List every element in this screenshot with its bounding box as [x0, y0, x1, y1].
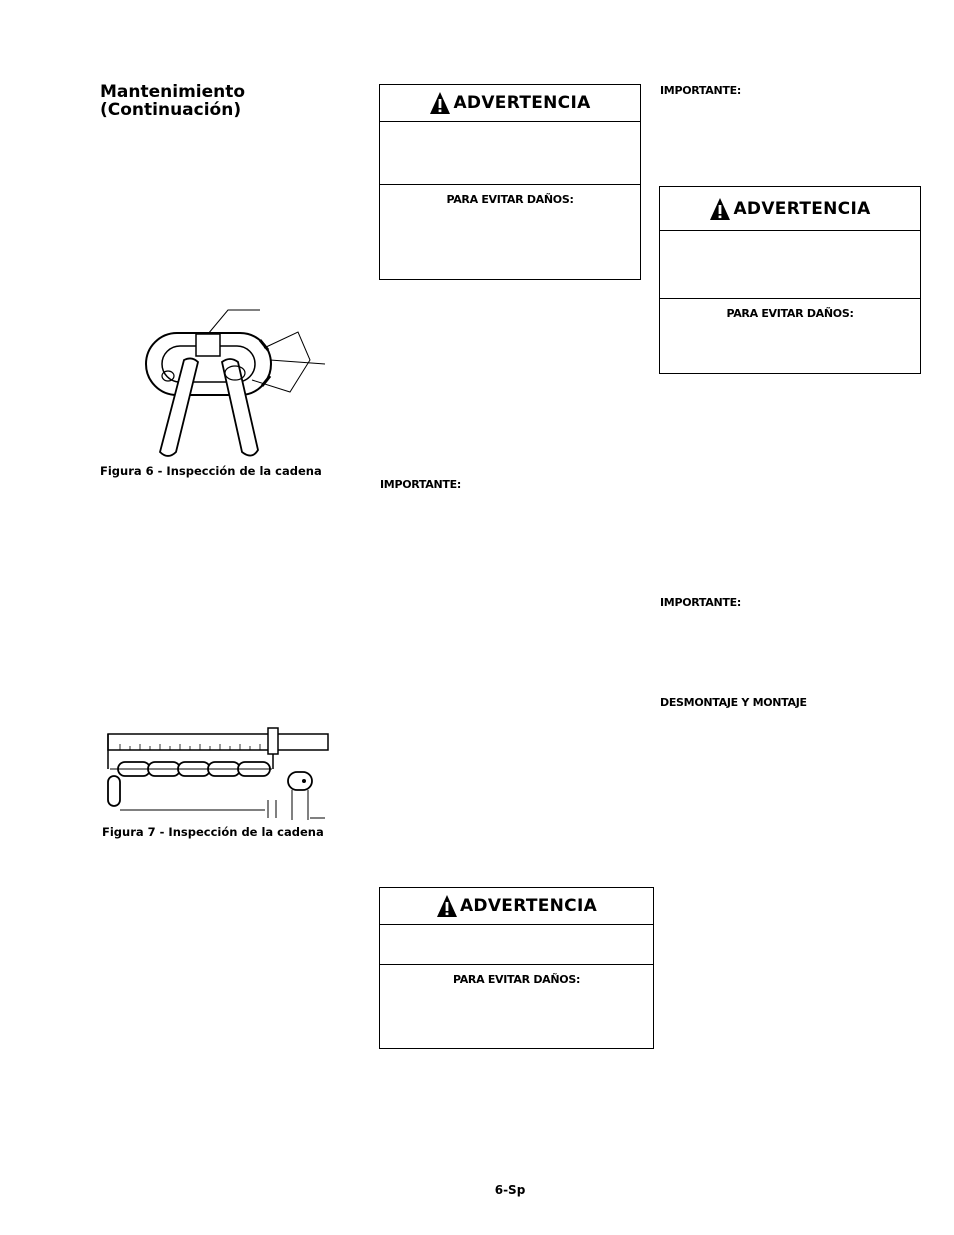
warning-avoid-area — [660, 299, 920, 321]
section-title — [100, 83, 245, 119]
figure-6-caption: Figura 6 - Inspección de la cadena — [100, 464, 322, 478]
warning-subheading: PARA EVITAR DAÑOS: — [452, 973, 581, 986]
warning-subheading: PARA EVITAR DAÑOS: — [726, 307, 854, 320]
warning-box-1 — [379, 84, 641, 280]
warning-box-2 — [659, 186, 921, 374]
warning-hazard-area — [660, 231, 920, 299]
importante-label-col2: IMPORTANTE: — [380, 478, 461, 491]
warning-triangle-icon — [709, 197, 731, 221]
desmontaje-heading: DESMONTAJE Y MONTAJE — [660, 696, 807, 709]
figure-7-caption: Figura 7 - Inspección de la cadena — [102, 825, 324, 839]
warning-triangle-icon — [429, 91, 451, 115]
warning-hazard-area — [380, 122, 640, 185]
importante-label-col3-mid: IMPORTANTE: — [660, 596, 741, 609]
warning-header — [380, 85, 640, 122]
chain-gauge-figure — [100, 724, 335, 824]
chain-link-figure — [140, 300, 335, 460]
warning-triangle-icon — [436, 894, 458, 918]
warning-avoid-area — [380, 185, 640, 207]
warning-subheading: PARA EVITAR DAÑOS: — [446, 193, 574, 206]
importante-label-col3-top: IMPORTANTE: — [660, 84, 741, 97]
warning-heading: ADVERTENCIA — [453, 93, 591, 113]
warning-hazard-area — [380, 925, 653, 965]
page-number: 6-Sp — [494, 1183, 526, 1197]
section-title-line2: (Continuación) — [100, 100, 242, 120]
warning-box-3 — [379, 887, 654, 1049]
warning-header — [660, 187, 920, 231]
warning-heading: ADVERTENCIA — [733, 198, 871, 219]
warning-heading: ADVERTENCIA — [459, 896, 598, 916]
section-title-line1: Mantenimiento — [100, 82, 246, 102]
warning-avoid-area — [380, 965, 653, 987]
warning-header — [380, 888, 653, 925]
